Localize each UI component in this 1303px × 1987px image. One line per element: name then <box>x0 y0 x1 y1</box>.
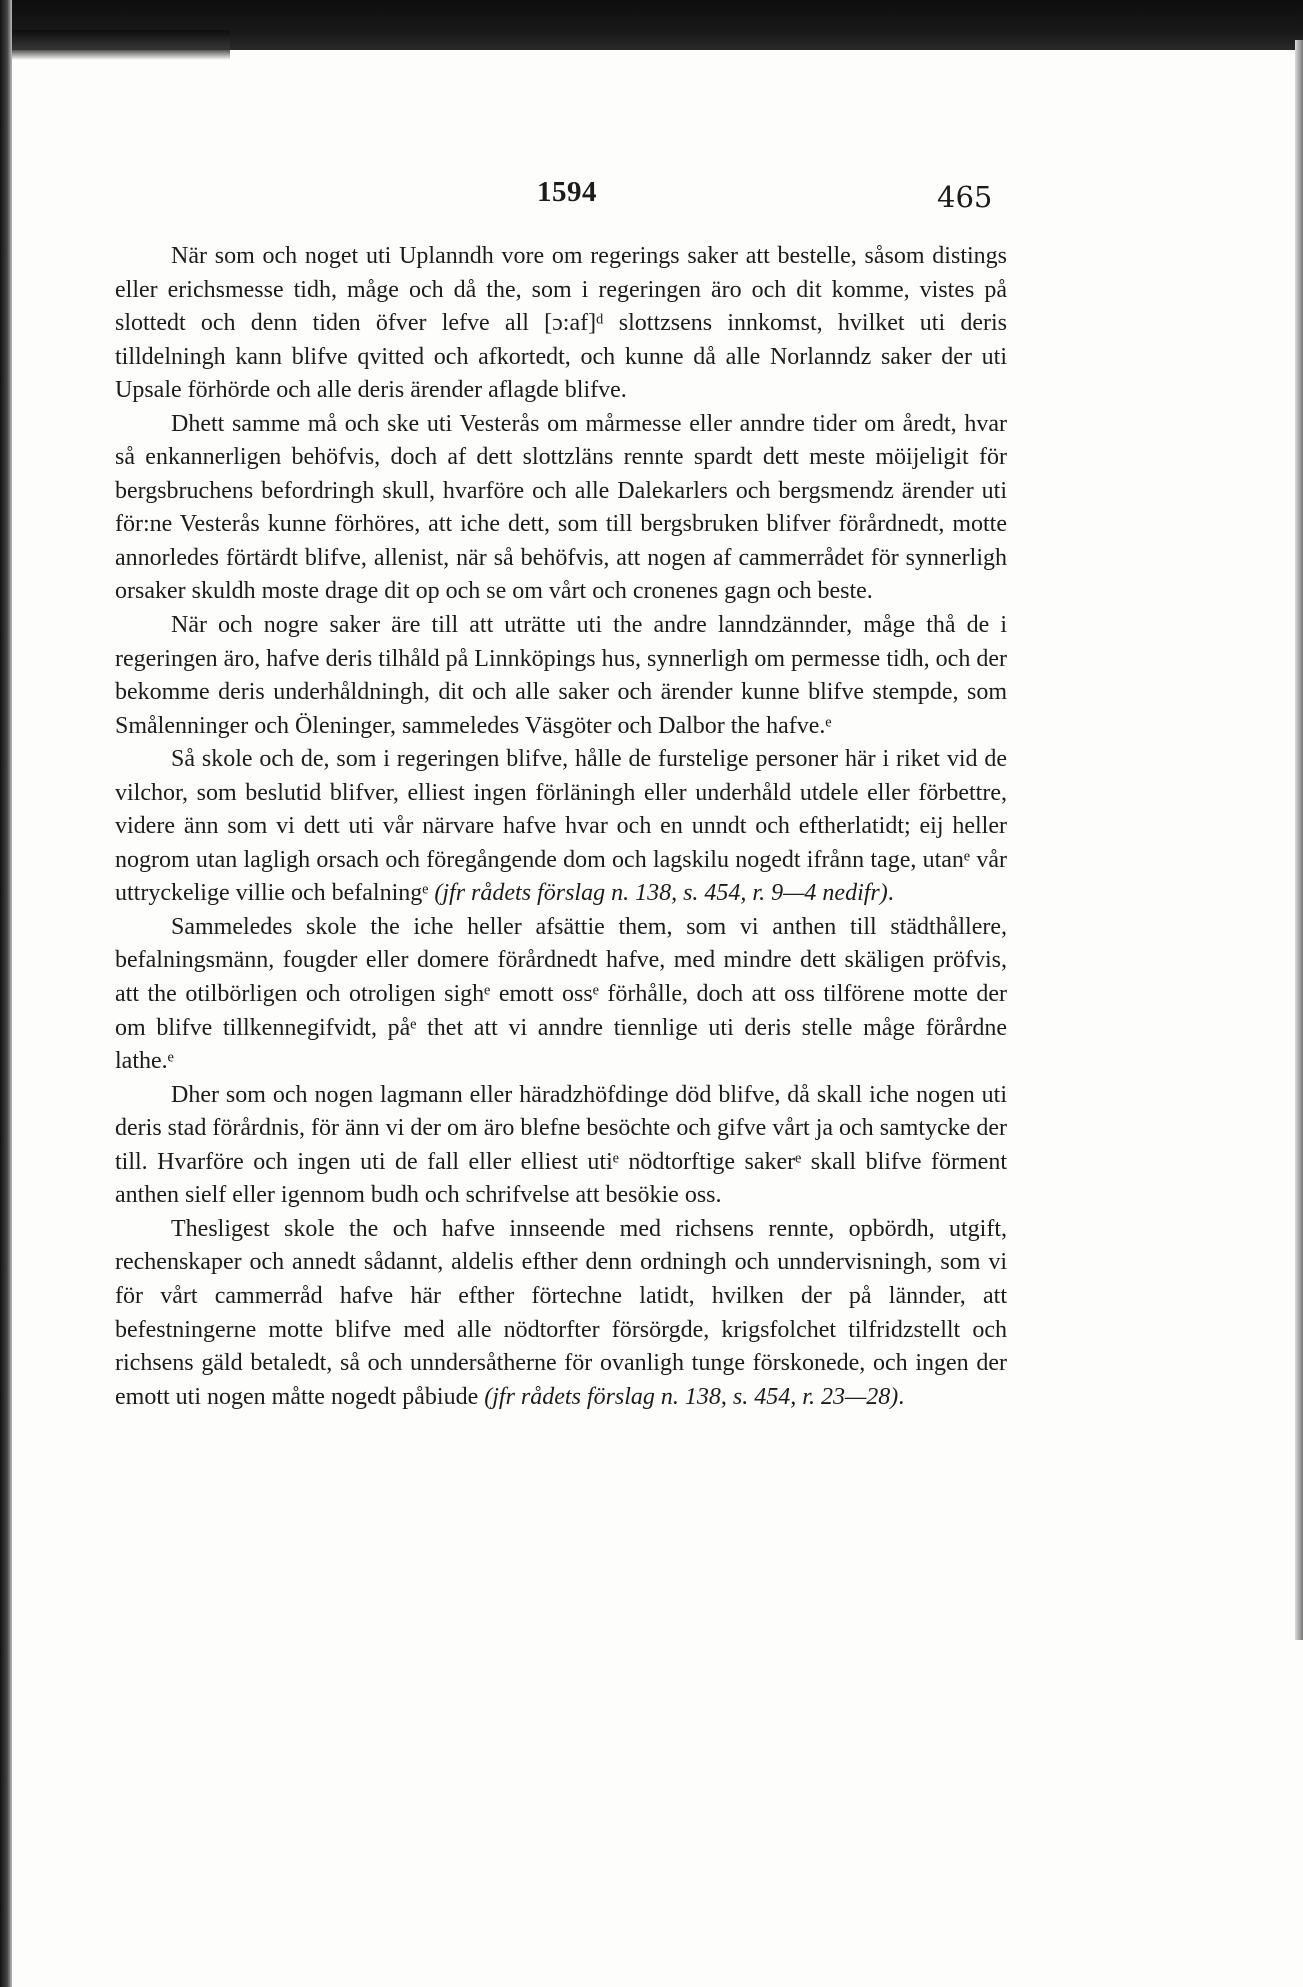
paragraph-end: . <box>898 1383 905 1410</box>
cross-reference: (jfr rådets förslag n. 138, s. 454, r. 23—28) <box>484 1383 899 1410</box>
running-header <box>0 168 1303 218</box>
scan-edge-left <box>0 0 12 1987</box>
paragraph <box>115 240 1007 408</box>
scan-edge-corner <box>0 30 230 60</box>
paragraph-text: När som och noget uti Uplanndh vore om regerings saker att bestelle, såsom distings eller erichsmesse tidh, måge och då the, som i regeringen äro och dit komme, vistes på slottedt och denn tiden öfver lefve all [ɔ:af]ᵈ slottzsens innkomst, hvilket uti deris tilldelningh kann blifve qvitted och afkortedt, och kunne då alle Norlanndz saker der uti Upsale förhörde och alle deris ärender aflagde blifve. <box>115 243 1007 404</box>
paragraph <box>115 408 1007 609</box>
paragraph-text: Dher som och nogen lagmann eller häradzhöfdinge död blifve, då skall iche nogen uti deris stad förårdnis, för änn vi der om äro blefne besöchte och gifve vårt ja och samtycke der till. Hvarföre och ingen uti de fall eller elliest utiᵉ nödtorftige sakerᵉ skall blifve förment anthen sielf eller igennom budh och schrifvelse att besökie oss. <box>115 1081 1007 1209</box>
paragraph <box>115 911 1007 1079</box>
body-text <box>115 240 1007 1414</box>
paragraph-text: Thesligest skole the och hafve innseende med richsens rennte, opbördh, utgift, rechenskaper och annedt sådannt, aldelis efther denn ordningh och unndervisningh, som vi för vårt cammerråd hafve här efther förtechne latidt, hvilken der på lännder, att befestningerne motte blifve med alle nödtorfter försörgde, krigsfolchet tilfridzstellt och richsens gäld betaledt, så och unndersåtherne för ovanligh tunge förskonede, och ingen der emott uti nogen måtte nogedt påbiude <box>115 1215 1007 1410</box>
scan-edge-right <box>1295 40 1303 1640</box>
header-year: 1594 <box>537 176 597 208</box>
paragraph <box>115 1079 1007 1213</box>
paragraph-text: När och nogre saker äre till att uträtte uti the andre lanndzännder, måge thå de i regeringen äro, hafve deris tilhåld på Linnköpings hus, synnerligh om permesse tidh, och der bekomme deris underhåldningh, dit och alle saker och ärender kunne blifve stempde, som Smålenninger och Öleninger, sammeledes Väsgöter och Dalbor the hafve.ᵉ <box>115 612 1007 739</box>
paragraph-text: Dhett samme må och ske uti Vesterås om mårmesse eller anndre tider om åredt, hvar så enkannerligen behöfvis, doch af dett slottzläns rennte spardt dett meste möijeligit för bergsbruchens befordringh skull, hvarföre och alle Dalekarlers och bergsmendz ärender uti för:ne Vesterås kunne förhöres, att iche dett, som till bergsbruken blifver förårdnedt, motte annorledes förtärdt blifve, allenist, när så behöfvis, att nogen af cammerrådet för synnerligh orsaker skuldh moste drage dit op och se om vårt och cronenes gagn och beste. <box>115 410 1007 605</box>
paragraph-text: Sammeledes skole the iche heller afsättie them, som vi anthen till städthållere, befalningsmänn, fougder eller domere förårdnedt hafve, med mindre dett skäligen pröfvis, att the otilbörligen och otroligen sighᵉ emott ossᵉ förhålle, doch att oss tilförene motte der om blifve tillkennegifvidt, påᵉ thet att vi anndre tiennlige uti deris stelle måge förårdne lathe.ᵉ <box>115 913 1007 1075</box>
paragraph-end: . <box>887 880 894 907</box>
paragraph <box>115 1213 1007 1414</box>
paragraph-text: Så skole och de, som i regeringen blifve, hålle de furstelige personer här i riket vid de vilchor, som beslutid blifver, elliest ingen förläningh eller underhåld utdele eller förbettre, videre änn som vi dett uti vår närvare hafve hvar och en unndt och eftherlatidt; eij heller nogrom utan lagligh orsach och föregångende dom och lagskilu nogedt ifrånn tage, utanᵉ vår uttryckelige villie och befalningᵉ <box>115 746 1007 907</box>
cross-reference: (jfr rådets förslag n. 138, s. 454, r. 9—4 nedifr) <box>434 880 888 907</box>
paragraph <box>115 609 1007 743</box>
page-number: 465 <box>937 180 993 214</box>
paragraph <box>115 743 1007 911</box>
